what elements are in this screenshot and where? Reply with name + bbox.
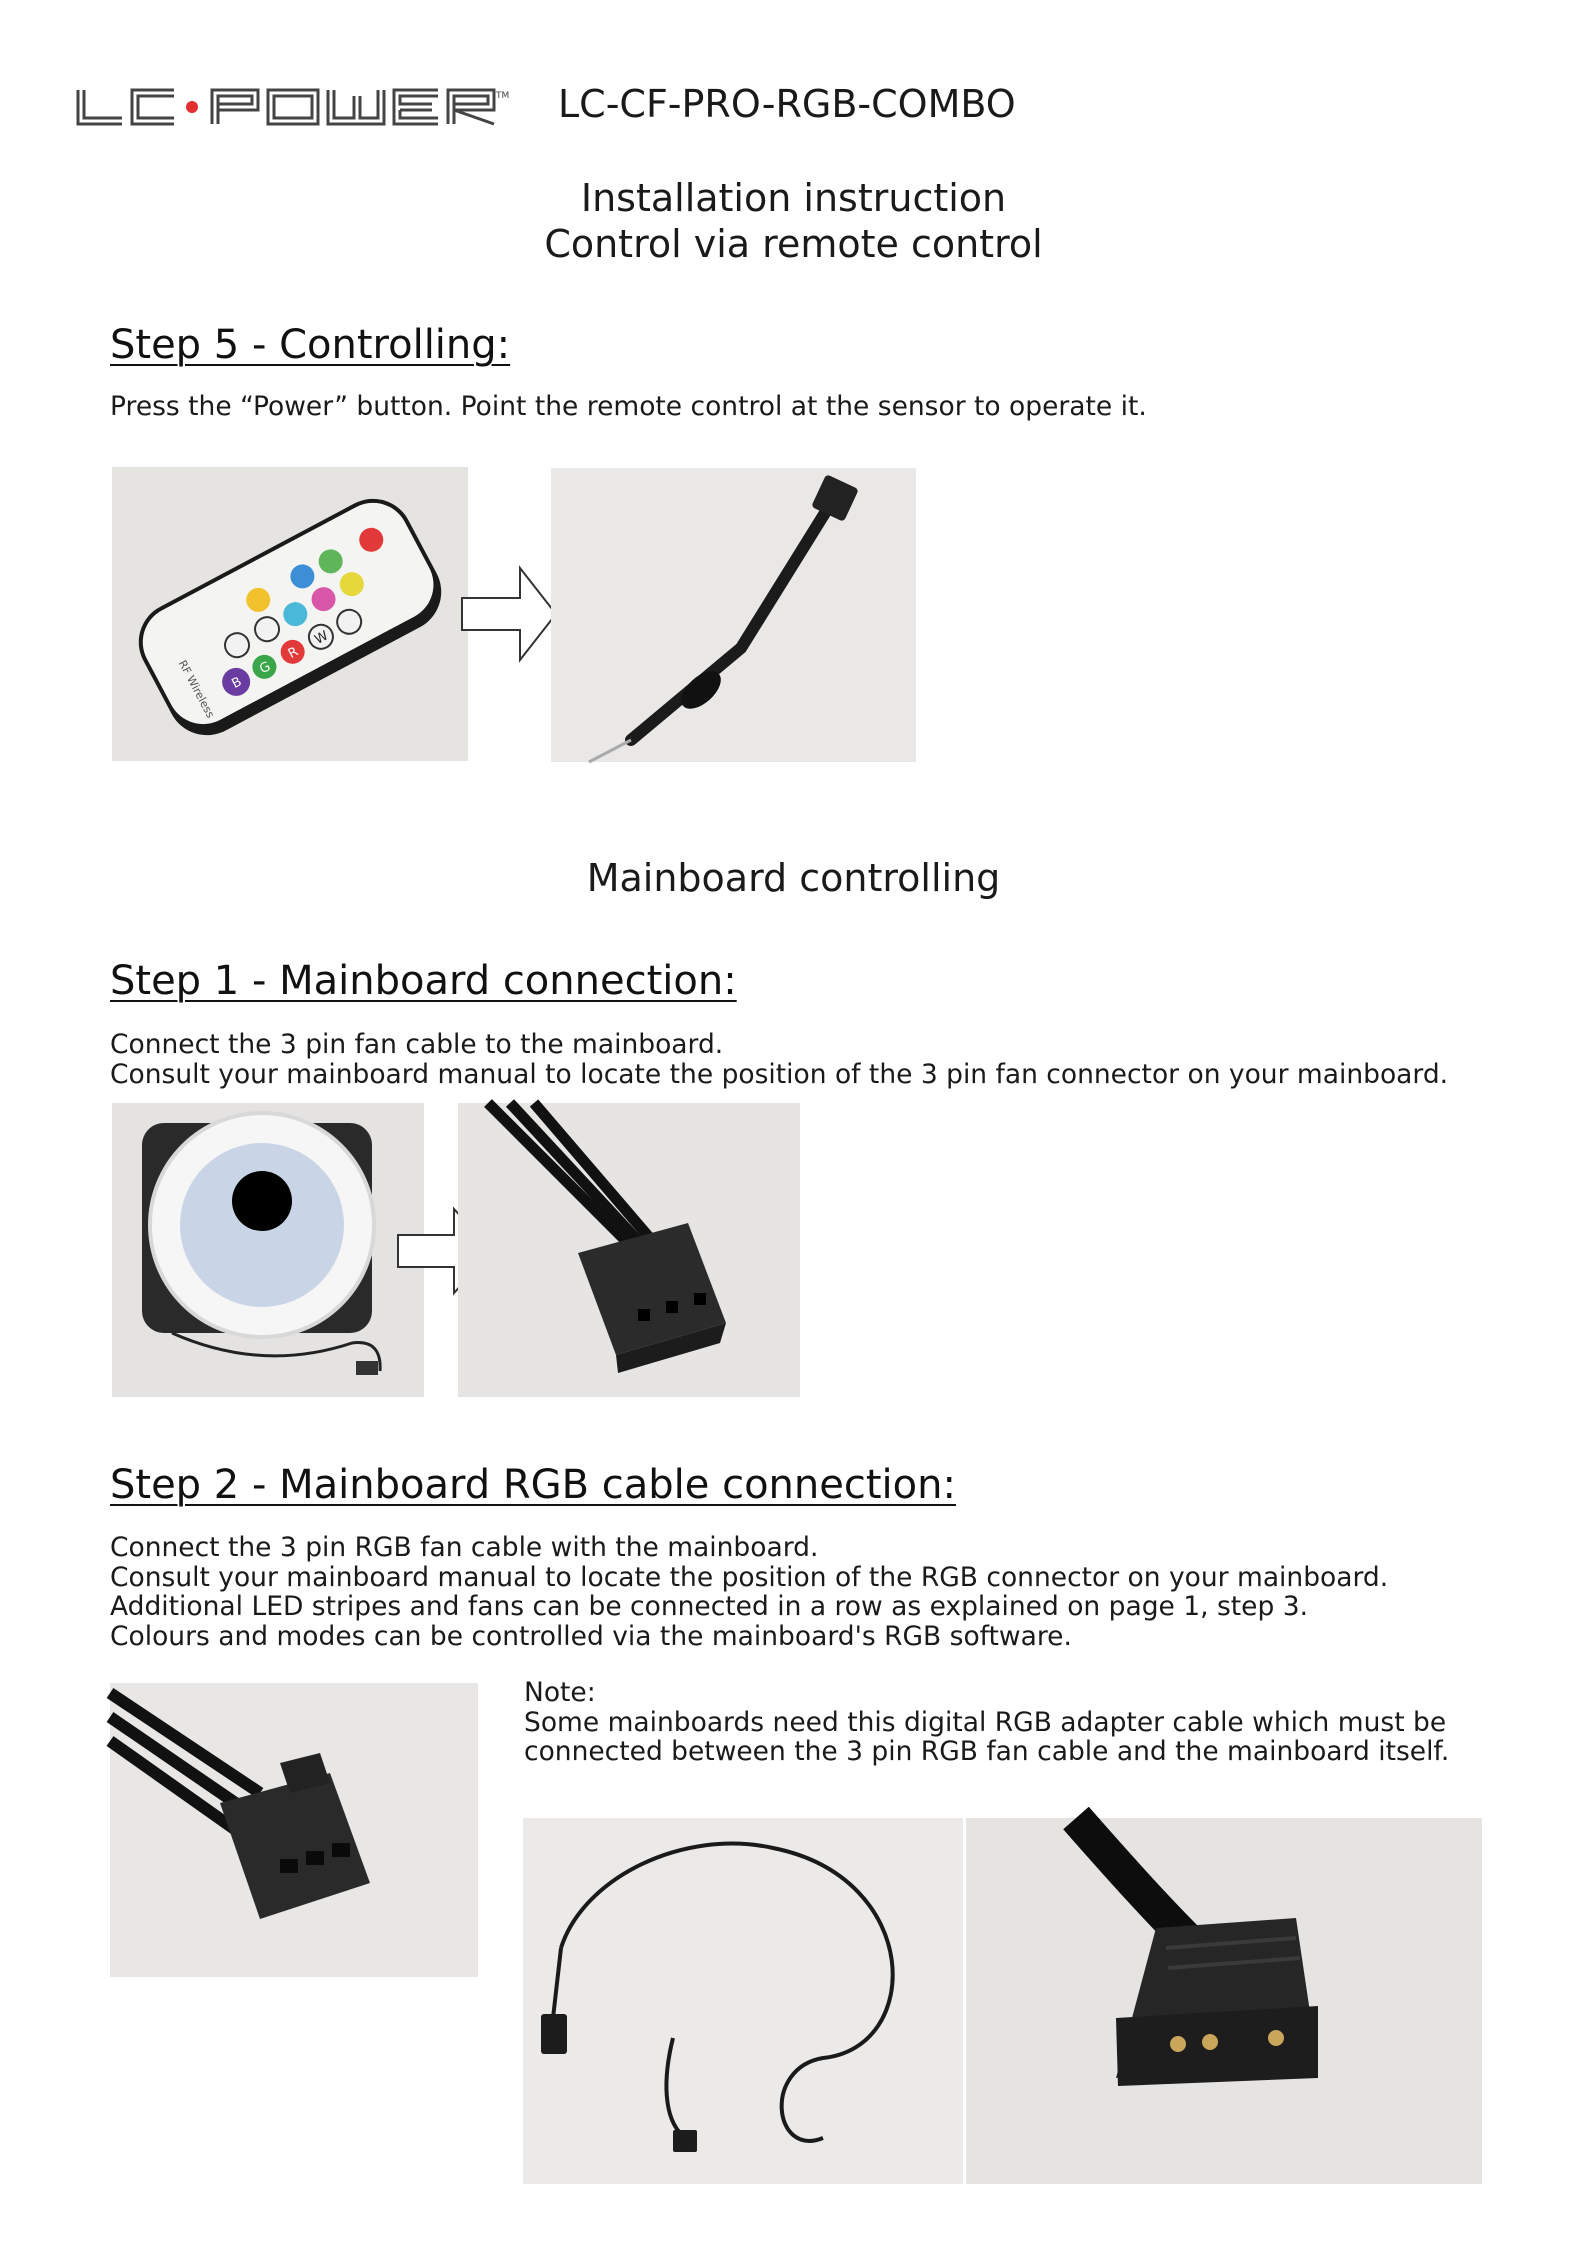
step2-line-4: Colours and modes can be controlled via the mainboard's RGB software. bbox=[110, 1620, 1072, 1652]
svg-text:TM: TM bbox=[496, 91, 510, 101]
product-model: LC-CF-PRO-RGB-COMBO bbox=[558, 82, 1016, 126]
remote-key-r: R bbox=[285, 644, 301, 662]
note-title: Note: bbox=[524, 1677, 596, 1708]
note-line-1: Some mainboards need this digital RGB adapter cable which must be bbox=[524, 1706, 1447, 1738]
step2-line-2: Consult your mainboard manual to locate the position of the RGB connector on your mainboard. bbox=[110, 1561, 1389, 1593]
ir-sensor-photo bbox=[551, 468, 916, 762]
remote-key-b: B bbox=[229, 674, 245, 692]
step1-line-2: Consult your mainboard manual to locate the position of the 3 pin fan connector on your mainboard. bbox=[110, 1058, 1449, 1090]
note-line-2: connected between the 3 pin RGB fan cable and the mainboard itself. bbox=[524, 1736, 1450, 1767]
lc-power-logo bbox=[74, 86, 510, 130]
adapter-connector-photo bbox=[966, 1818, 1482, 2184]
remote-control-photo bbox=[112, 467, 468, 761]
rgb-connector-photo bbox=[110, 1683, 478, 1977]
doc-subtitle: Control via remote control bbox=[544, 222, 1043, 266]
step2-heading: Step 2 - Mainboard RGB cable connection: bbox=[110, 1462, 956, 1508]
remote-key-w: W bbox=[312, 628, 331, 648]
step2-text bbox=[110, 1533, 1388, 1651]
remote-key-g: G bbox=[257, 659, 274, 678]
step1-text bbox=[110, 1030, 1448, 1089]
arrow-right-icon bbox=[460, 566, 560, 666]
doc-title: Installation instruction bbox=[580, 176, 1007, 220]
step1-line-1: Connect the 3 pin fan cable to the mainboard. bbox=[110, 1029, 724, 1060]
step2-line-3: Additional LED stripes and fans can be connected in a row as explained on page 1, step 3. bbox=[110, 1591, 1308, 1622]
mainboard-heading: Mainboard controlling bbox=[586, 856, 1001, 900]
remote-label: RF Wireless bbox=[175, 658, 218, 721]
step5-text: Press the “Power” button. Point the remote control at the sensor to operate it. bbox=[110, 391, 1147, 422]
fan-photo bbox=[112, 1103, 424, 1397]
note-block bbox=[524, 1678, 1449, 1767]
step2-line-1: Connect the 3 pin RGB fan cable with the mainboard. bbox=[110, 1532, 819, 1563]
fan-connector-photo bbox=[458, 1103, 800, 1397]
adapter-cable-photo bbox=[523, 1818, 963, 2184]
step1-heading: Step 1 - Mainboard connection: bbox=[110, 958, 737, 1004]
step5-heading: Step 5 - Controlling: bbox=[110, 322, 511, 368]
